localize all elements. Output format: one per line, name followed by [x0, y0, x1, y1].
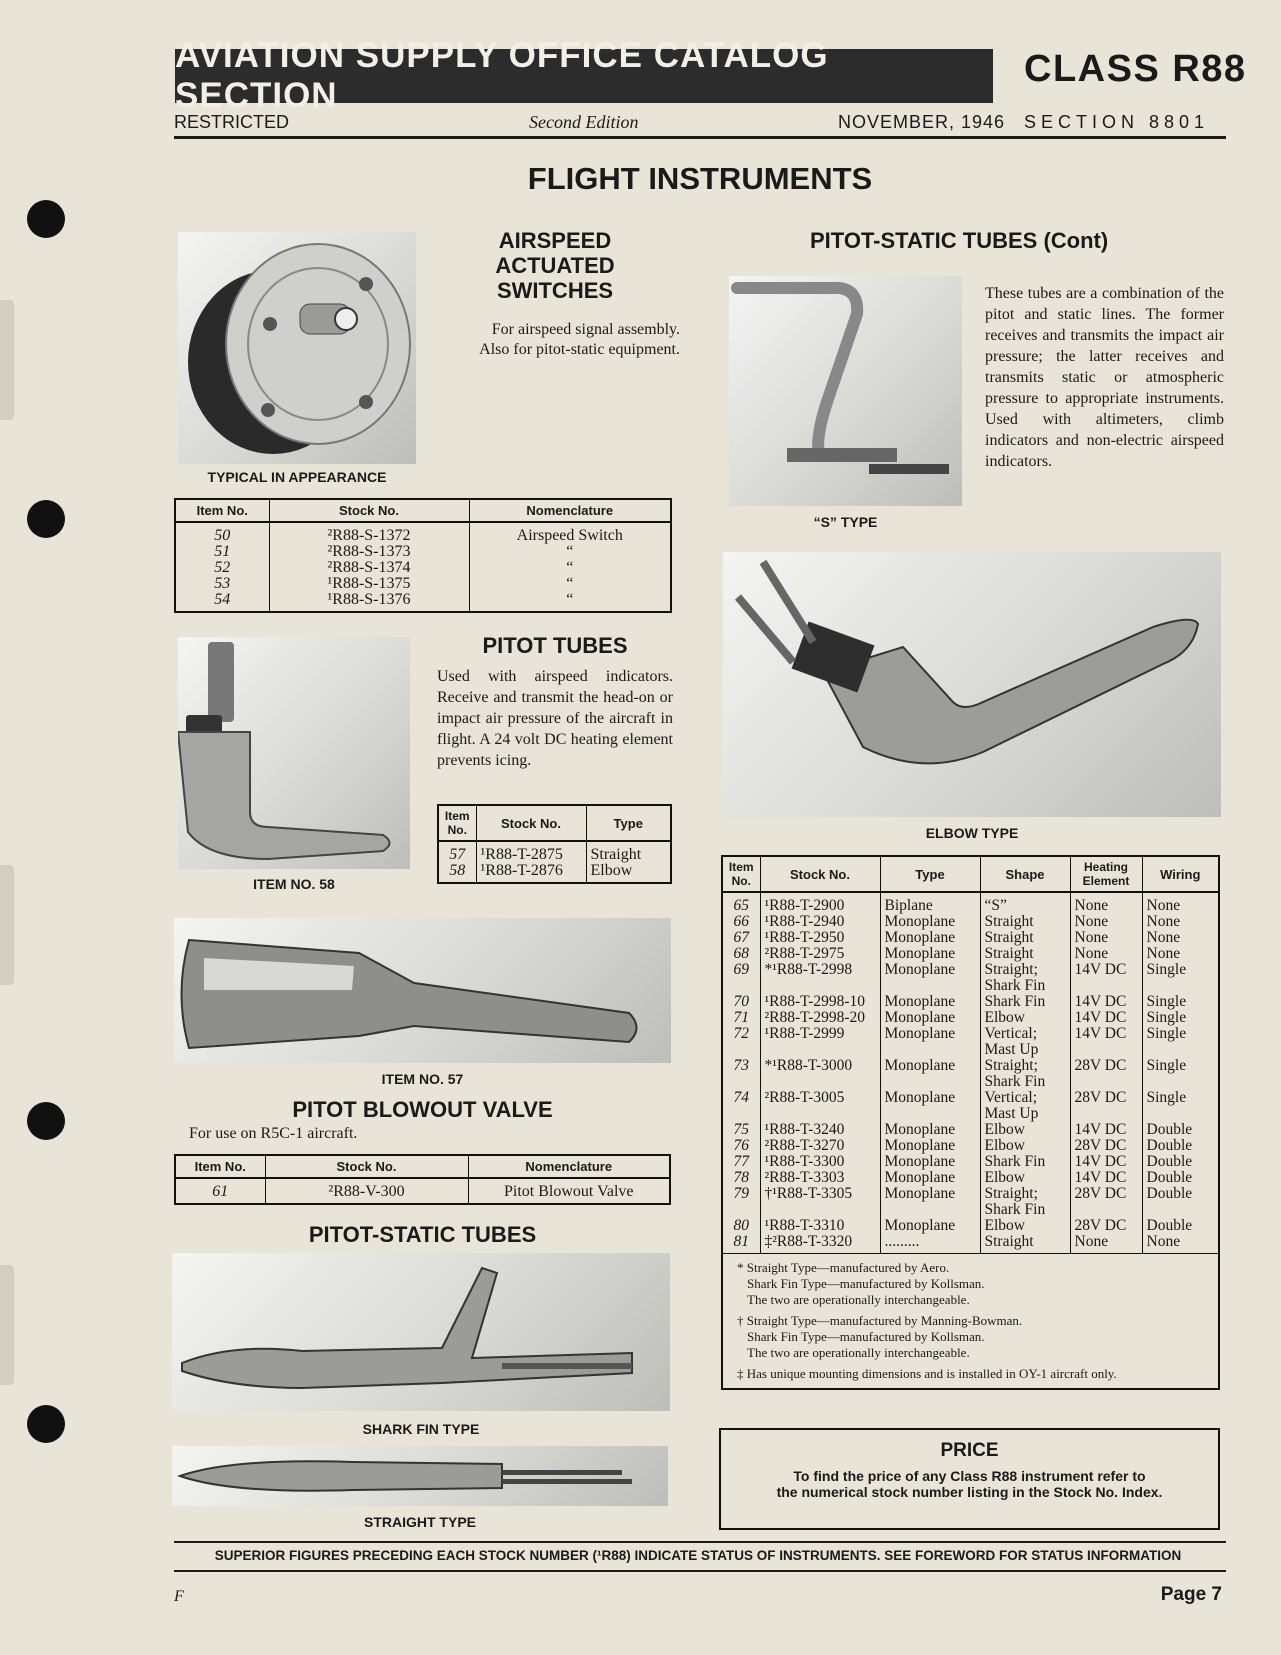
table-row [722, 1234, 1219, 1254]
airspeed-desc-line: For airspeed signal assembly. [491, 321, 680, 338]
pitot-tubes-title: PITOT TUBES [482, 633, 628, 658]
table-row [175, 544, 671, 560]
wiring-cell: Double [1142, 1186, 1219, 1218]
item-no: 71 [733, 1009, 749, 1026]
item-no: 58 [449, 862, 466, 879]
column-header: Wiring [1142, 856, 1219, 892]
wiring-cell: Single [1142, 1058, 1219, 1090]
table-row [722, 930, 1219, 946]
blowout-description: For use on R5C-1 aircraft. [189, 1125, 358, 1142]
item-no: 66 [733, 913, 749, 930]
restricted-label: RESTRICTED [174, 112, 290, 132]
stock-no: ¹R88-T-2940 [760, 914, 880, 930]
type-cell: Monoplane [880, 1010, 980, 1026]
heat-cell: 14V DC [1070, 1122, 1142, 1138]
nomenclature: “ [469, 544, 671, 560]
heat-cell: None [1070, 930, 1142, 946]
heat-cell: 28V DC [1070, 1138, 1142, 1154]
item-no: 77 [733, 1153, 749, 1170]
table-row [722, 1218, 1219, 1234]
wiring-cell: None [1142, 892, 1219, 914]
table-row [722, 1186, 1219, 1218]
catalog-banner: AVIATION SUPPLY OFFICE CATALOG SECTION [175, 49, 993, 103]
table-row [722, 994, 1219, 1010]
item-no: 52 [214, 559, 231, 576]
table-row [722, 1170, 1219, 1186]
footnotes [722, 1254, 1219, 1390]
pitot-static-table [721, 855, 1220, 1390]
type-cell: Monoplane [880, 946, 980, 962]
column-header: Type [880, 856, 980, 892]
item-no: 78 [733, 1169, 749, 1186]
nomenclature: “ [469, 592, 671, 612]
table-row [175, 1178, 670, 1204]
stock-no: ²R88-T-2998-20 [760, 1010, 880, 1026]
table-row [722, 1138, 1219, 1154]
heat-cell: 14V DC [1070, 1170, 1142, 1186]
elbow-type-photo [723, 552, 1221, 817]
s-type-caption: “S” TYPE [813, 514, 878, 530]
heat-cell: 14V DC [1070, 962, 1142, 994]
shape-cell: Vertical; Mast Up [980, 1090, 1070, 1122]
airspeed-switch-table [174, 498, 672, 613]
type-cell: Monoplane [880, 1122, 980, 1138]
shape-cell: “S” [980, 892, 1070, 914]
wiring-cell: None [1142, 930, 1219, 946]
pitot-tubes-table [437, 804, 672, 884]
shape-cell: Straight [980, 1234, 1070, 1254]
price-title: PRICE [940, 1440, 999, 1461]
heat-cell: None [1070, 914, 1142, 930]
stock-no: ¹R88-T-3240 [760, 1122, 880, 1138]
binder-tab [0, 865, 14, 985]
heat-cell: 14V DC [1070, 1010, 1142, 1026]
heat-cell: 14V DC [1070, 1026, 1142, 1058]
pitot-static-description: These tubes are a combination of the pitot and static lines. The former receives and transmits the impact air pressure; the latter receives and transmits static or atmospheric pressure to appropriate instruments. Used with altimeters, climb indicators and non-electric airspeed indicators. [985, 285, 1224, 470]
shape-cell: Straight [980, 946, 1070, 962]
item-no: 73 [733, 1057, 749, 1074]
shape-cell: Shark Fin [980, 1154, 1070, 1170]
footnote: The two are operationally interchangeable. [747, 1345, 970, 1360]
type-cell: Monoplane [880, 1026, 980, 1058]
item-no: 76 [733, 1137, 749, 1154]
item-no: 75 [733, 1121, 749, 1138]
wiring-cell: Single [1142, 1090, 1219, 1122]
footer-mark: F [174, 1588, 184, 1605]
stock-no: ²R88-S-1372 [269, 522, 469, 544]
heat-cell: 28V DC [1070, 1090, 1142, 1122]
column-header: Item No. [438, 805, 476, 841]
item-no: 50 [214, 527, 231, 544]
table-row [175, 560, 671, 576]
stock-no: ²R88-T-3303 [760, 1170, 880, 1186]
price-line: To find the price of any Class R88 instrument refer to [793, 1468, 1146, 1484]
pitot-tubes-description: Used with airspeed indicators. Receive and transmit the head-on or impact air pressure of the aircraft in flight. A 24 volt DC heating element prevents icing. [437, 668, 673, 769]
heat-cell: 28V DC [1070, 1058, 1142, 1090]
pitot-tube-58-photo [178, 637, 410, 869]
stock-no: *¹R88-T-2998 [760, 962, 880, 994]
footnote: The two are operationally interchangeable. [747, 1292, 970, 1307]
stock-no: ¹R88-T-2876 [476, 863, 586, 883]
airspeed-description [430, 320, 680, 360]
heat-cell: 14V DC [1070, 994, 1142, 1010]
stock-no: *¹R88-T-3000 [760, 1058, 880, 1090]
status-note: SUPERIOR FIGURES PRECEDING EACH STOCK NUMBER (¹R88) INDICATE STATUS OF INSTRUMENTS. SEE FOREWORD FOR STATUS INFORMATION [214, 1548, 1182, 1563]
column-header: Stock No. [269, 499, 469, 522]
type: Elbow [586, 863, 671, 883]
nomenclature: “ [469, 576, 671, 592]
straight-type-caption: STRAIGHT TYPE [363, 1514, 476, 1530]
column-header: Heating Element [1070, 856, 1142, 892]
wiring-cell: Double [1142, 1154, 1219, 1170]
item-no: 57 [449, 846, 466, 863]
stock-no: ¹R88-T-3310 [760, 1218, 880, 1234]
stock-no: ²R88-T-2975 [760, 946, 880, 962]
footnote: ‡ Has unique mounting dimensions and is installed in OY-1 aircraft only. [737, 1366, 1117, 1381]
stock-no: ¹R88-T-2950 [760, 930, 880, 946]
binder-tab [0, 1265, 14, 1385]
footer-rule [174, 1570, 1226, 1572]
table-row [722, 946, 1219, 962]
heat-cell: None [1070, 1234, 1142, 1254]
wiring-cell: Double [1142, 1122, 1219, 1138]
page-number: Page 7 [1160, 1584, 1222, 1605]
stock-no: ²R88-T-3270 [760, 1138, 880, 1154]
table-row [175, 592, 671, 612]
edition-label: Second Edition [529, 112, 639, 132]
table-row [722, 1058, 1219, 1090]
shape-cell: Straight; Shark Fin [980, 962, 1070, 994]
item-no: 72 [733, 1025, 749, 1042]
wiring-cell: Double [1142, 1138, 1219, 1154]
airspeed-title-line: ACTUATED [495, 253, 615, 278]
pitot-static-cont-title: PITOT-STATIC TUBES (Cont) [810, 228, 1109, 253]
stock-no: ²R88-S-1373 [269, 544, 469, 560]
shape-cell: Elbow [980, 1218, 1070, 1234]
table-row [722, 1090, 1219, 1122]
item-no: 51 [214, 543, 231, 560]
stock-no: ¹R88-T-3300 [760, 1154, 880, 1170]
column-header: Item No. [175, 1155, 265, 1178]
wiring-cell: Single [1142, 962, 1219, 994]
shape-cell: Elbow [980, 1122, 1070, 1138]
column-header: Nomenclature [468, 1155, 670, 1178]
stock-no: ¹R88-T-2999 [760, 1026, 880, 1058]
footnote: † Straight Type—manufactured by Manning-Bowman. [737, 1313, 1023, 1328]
airspeed-photo-caption: TYPICAL IN APPEARANCE [207, 469, 387, 485]
wiring-cell: Double [1142, 1218, 1219, 1234]
price-line: the numerical stock number listing in the Stock No. Index. [776, 1484, 1163, 1500]
item-no: 79 [733, 1185, 749, 1202]
pitot-static-rows [722, 892, 1219, 1254]
table-row [722, 1154, 1219, 1170]
shark-fin-photo [172, 1253, 670, 1411]
table-row [438, 841, 671, 863]
airspeed-title-line: SWITCHES [496, 278, 614, 303]
heat-cell: None [1070, 892, 1142, 914]
footnote: * Straight Type—manufactured by Aero. [737, 1260, 950, 1275]
table-row [722, 962, 1219, 994]
shape-cell: Vertical; Mast Up [980, 1026, 1070, 1058]
straight-type-photo [172, 1446, 668, 1506]
footer-rule [174, 1541, 1226, 1543]
item-no: 61 [212, 1183, 229, 1200]
shape-cell: Elbow [980, 1170, 1070, 1186]
stock-no: ²R88-S-1374 [269, 560, 469, 576]
column-header: Stock No. [760, 856, 880, 892]
table-row [722, 914, 1219, 930]
item-no: 65 [733, 897, 749, 914]
pitot-tube-57-photo [174, 918, 671, 1063]
binder-tab [0, 300, 14, 420]
shark-fin-caption: SHARK FIN TYPE [362, 1421, 480, 1437]
type-cell: Monoplane [880, 1170, 980, 1186]
table-row [722, 1122, 1219, 1138]
table-row [175, 576, 671, 592]
shape-cell: Straight; Shark Fin [980, 1186, 1070, 1218]
wiring-cell: Single [1142, 994, 1219, 1010]
stock-no: ¹R88-T-2900 [760, 892, 880, 914]
header-rule [174, 136, 1226, 139]
airspeed-switch-photo [178, 232, 416, 464]
wiring-cell: None [1142, 914, 1219, 930]
airspeed-title [430, 228, 680, 303]
wiring-cell: None [1142, 946, 1219, 962]
section-label: SECTION 8801 [1024, 112, 1210, 132]
item-no: 68 [733, 945, 749, 962]
table-row [722, 892, 1219, 914]
type-cell: Monoplane [880, 930, 980, 946]
column-header: Nomenclature [469, 499, 671, 522]
type-cell: Monoplane [880, 914, 980, 930]
item-no: 67 [733, 929, 749, 946]
heat-cell: 14V DC [1070, 1154, 1142, 1170]
shape-cell: Shark Fin [980, 994, 1070, 1010]
stock-no: ¹R88-T-2875 [476, 841, 586, 863]
stock-no: ‡²R88-T-3320 [760, 1234, 880, 1254]
wiring-cell: Single [1142, 1010, 1219, 1026]
stock-no: ¹R88-T-2998-10 [760, 994, 880, 1010]
type-cell: ......... [880, 1234, 980, 1254]
price-box [719, 1428, 1220, 1530]
nomenclature: “ [469, 560, 671, 576]
type-cell: Monoplane [880, 962, 980, 994]
stock-no: ²R88-V-300 [265, 1178, 468, 1204]
class-label: CLASS R88 [1024, 48, 1247, 90]
s-type-photo [729, 276, 962, 506]
binder-hole [27, 1405, 65, 1443]
binder-hole [27, 200, 65, 238]
date-label: NOVEMBER, 1946 [838, 112, 1006, 132]
stock-no: †¹R88-T-3305 [760, 1186, 880, 1218]
table-row [175, 522, 671, 544]
wiring-cell: Double [1142, 1170, 1219, 1186]
item-no: 54 [214, 591, 231, 608]
item-no: 70 [733, 993, 749, 1010]
blowout-title: PITOT BLOWOUT VALVE [292, 1097, 553, 1122]
elbow-type-caption: ELBOW TYPE [925, 825, 1019, 841]
footnote: Shark Fin Type—manufactured by Kollsman. [747, 1329, 985, 1344]
item58-caption: ITEM NO. 58 [253, 876, 335, 892]
type-cell: Monoplane [880, 1154, 980, 1170]
type-cell: Monoplane [880, 1090, 980, 1122]
type-cell: Monoplane [880, 1218, 980, 1234]
type-cell: Biplane [880, 892, 980, 914]
airspeed-desc-line: Also for pitot-static equipment. [479, 341, 680, 358]
table-row [438, 863, 671, 883]
wiring-cell: None [1142, 1234, 1219, 1254]
item-no: 74 [733, 1089, 749, 1106]
column-header: Shape [980, 856, 1070, 892]
pitot-static-title: PITOT-STATIC TUBES [308, 1222, 537, 1247]
column-header: Stock No. [265, 1155, 468, 1178]
item-no: 80 [733, 1217, 749, 1234]
nomenclature: Airspeed Switch [469, 522, 671, 544]
type-cell: Monoplane [880, 1058, 980, 1090]
shape-cell: Straight [980, 930, 1070, 946]
airspeed-title-line: AIRSPEED [498, 228, 612, 253]
column-header: Item No. [722, 856, 760, 892]
item-no: 81 [733, 1233, 749, 1250]
page-title: FLIGHT INSTRUMENTS [527, 161, 873, 196]
heat-cell: 28V DC [1070, 1218, 1142, 1234]
column-header: Stock No. [476, 805, 586, 841]
shape-cell: Straight [980, 914, 1070, 930]
type-cell: Monoplane [880, 1186, 980, 1218]
item-no: 53 [214, 575, 231, 592]
blowout-table [174, 1154, 671, 1205]
footnote: Shark Fin Type—manufactured by Kollsman. [747, 1276, 985, 1291]
item-no: 69 [733, 961, 749, 978]
binder-hole [27, 500, 65, 538]
heat-cell: None [1070, 946, 1142, 962]
stock-no: ¹R88-S-1376 [269, 592, 469, 612]
item57-caption: ITEM NO. 57 [381, 1071, 464, 1087]
type: Straight [586, 841, 671, 863]
wiring-cell: Single [1142, 1026, 1219, 1058]
shape-cell: Elbow [980, 1138, 1070, 1154]
table-row [722, 1026, 1219, 1058]
stock-no: ²R88-T-3005 [760, 1090, 880, 1122]
column-header: Item No. [175, 499, 269, 522]
type-cell: Monoplane [880, 994, 980, 1010]
heat-cell: 28V DC [1070, 1186, 1142, 1218]
shape-cell: Straight; Shark Fin [980, 1058, 1070, 1090]
binder-hole [27, 1102, 65, 1140]
shape-cell: Elbow [980, 1010, 1070, 1026]
table-row [722, 1010, 1219, 1026]
nomenclature: Pitot Blowout Valve [468, 1178, 670, 1204]
column-header: Type [586, 805, 671, 841]
stock-no: ¹R88-S-1375 [269, 576, 469, 592]
type-cell: Monoplane [880, 1138, 980, 1154]
